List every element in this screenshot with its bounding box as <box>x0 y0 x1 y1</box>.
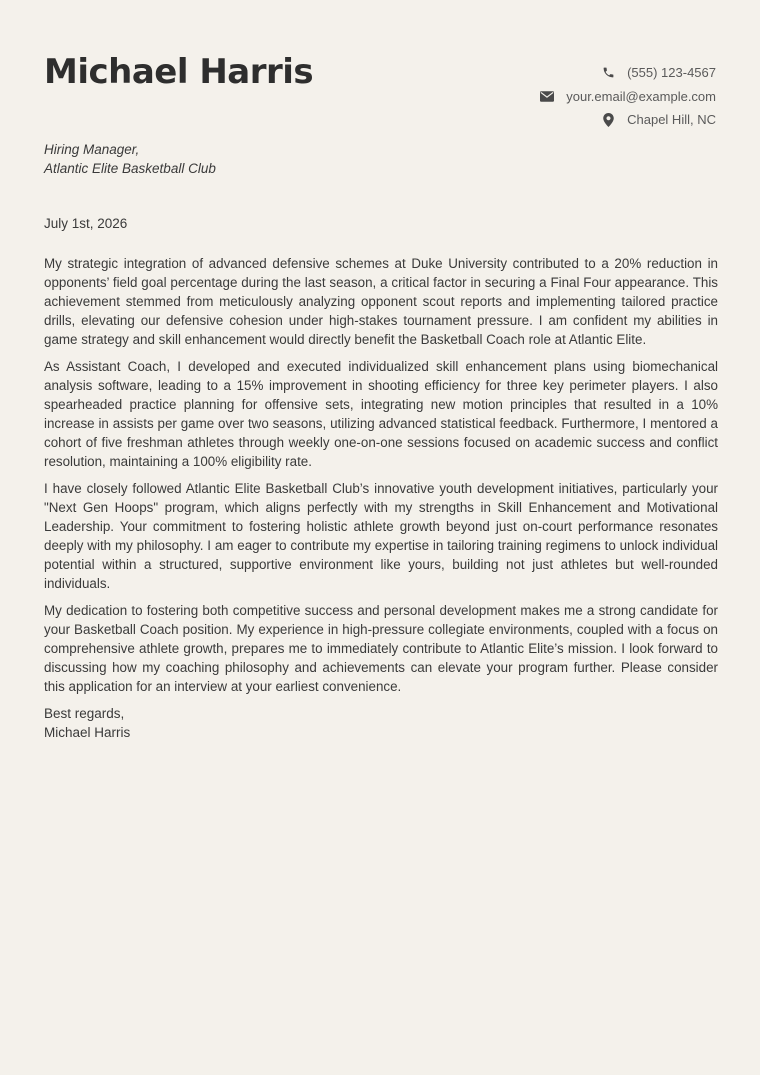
signature-name: Michael Harris <box>44 725 131 740</box>
letter-date: July 1st, 2026 <box>44 216 128 231</box>
closing-salutation: Best regards, <box>44 706 125 721</box>
body-paragraph: As Assistant Coach, I developed and executed individualized skill enhancement plans using biomechanical analysis software, leading to a 15% improvement in shooting efficiency for three key perimeter players. I also spearheaded practice planning for offensive sets, integrating new motion principles that resulted in a 10% increase in assists per game over two seasons, utilizing advanced statistical feedback. Furthermore, I mentored a cohort of five freshman athletes through weekly one-on-one sessions focused on academic success and conflict resolution, maintaining a 100% eligibility rate. <box>44 359 718 469</box>
contact-location <box>540 108 716 132</box>
envelope-icon <box>540 89 554 103</box>
letter-body <box>44 254 718 742</box>
body-paragraph: My strategic integration of advanced defensive schemes at Duke University contributed to a 20% reduction in opponents’ field goal percentage during the last season, a critical factor in securing a Final Four appearance. This achievement stemmed from meticulously analyzing opponent scout reports and implementing tailored practice drills, elevating our defensive cohesion under high-stakes tournament pressure. I am confident my abilities in game strategy and skill enhancement would directly benefit the Basketball Coach role at Atlantic Elite. <box>44 256 718 347</box>
location-text: Chapel Hill, NC <box>627 112 716 128</box>
contact-phone <box>540 61 716 85</box>
phone-text: (555) 123-4567 <box>627 65 716 81</box>
map-pin-icon <box>601 113 615 127</box>
applicant-name: Michael Harris <box>44 52 314 92</box>
phone-icon <box>601 66 615 80</box>
contact-block <box>540 61 716 132</box>
recipient-title: Hiring Manager, <box>44 142 140 157</box>
recipient-block <box>44 140 216 178</box>
closing-block <box>44 704 718 742</box>
contact-email <box>540 85 716 109</box>
letter-header <box>44 52 716 132</box>
body-paragraph: I have closely followed Atlantic Elite Basketball Club’s innovative youth development initiatives, particularly your "Next Gen Hoops" program, which aligns perfectly with my strengths in Skill Enhancement and Motivational Leadership. Your commitment to fostering holistic athlete growth beyond just on-court performance resonates deeply with my philosophy. I am eager to contribute my expertise in tailoring training regimens to unlock individual potential within a structured, supportive environment like yours, building not just athletes but well-rounded individuals. <box>44 481 718 591</box>
email-text: your.email@example.com <box>566 88 716 104</box>
body-paragraph: My dedication to fostering both competitive success and personal development makes me a strong candidate for your Basketball Coach position. My experience in high-pressure collegiate environments, coupled with a focus on comprehensive athlete growth, prepares me to immediately contribute to Atlantic Elite’s mission. I look forward to discussing how my coaching philosophy and achievements can elevate your program further. Please consider this application for an interview at your earliest convenience. <box>44 603 718 694</box>
recipient-organization: Atlantic Elite Basketball Club <box>44 161 216 176</box>
